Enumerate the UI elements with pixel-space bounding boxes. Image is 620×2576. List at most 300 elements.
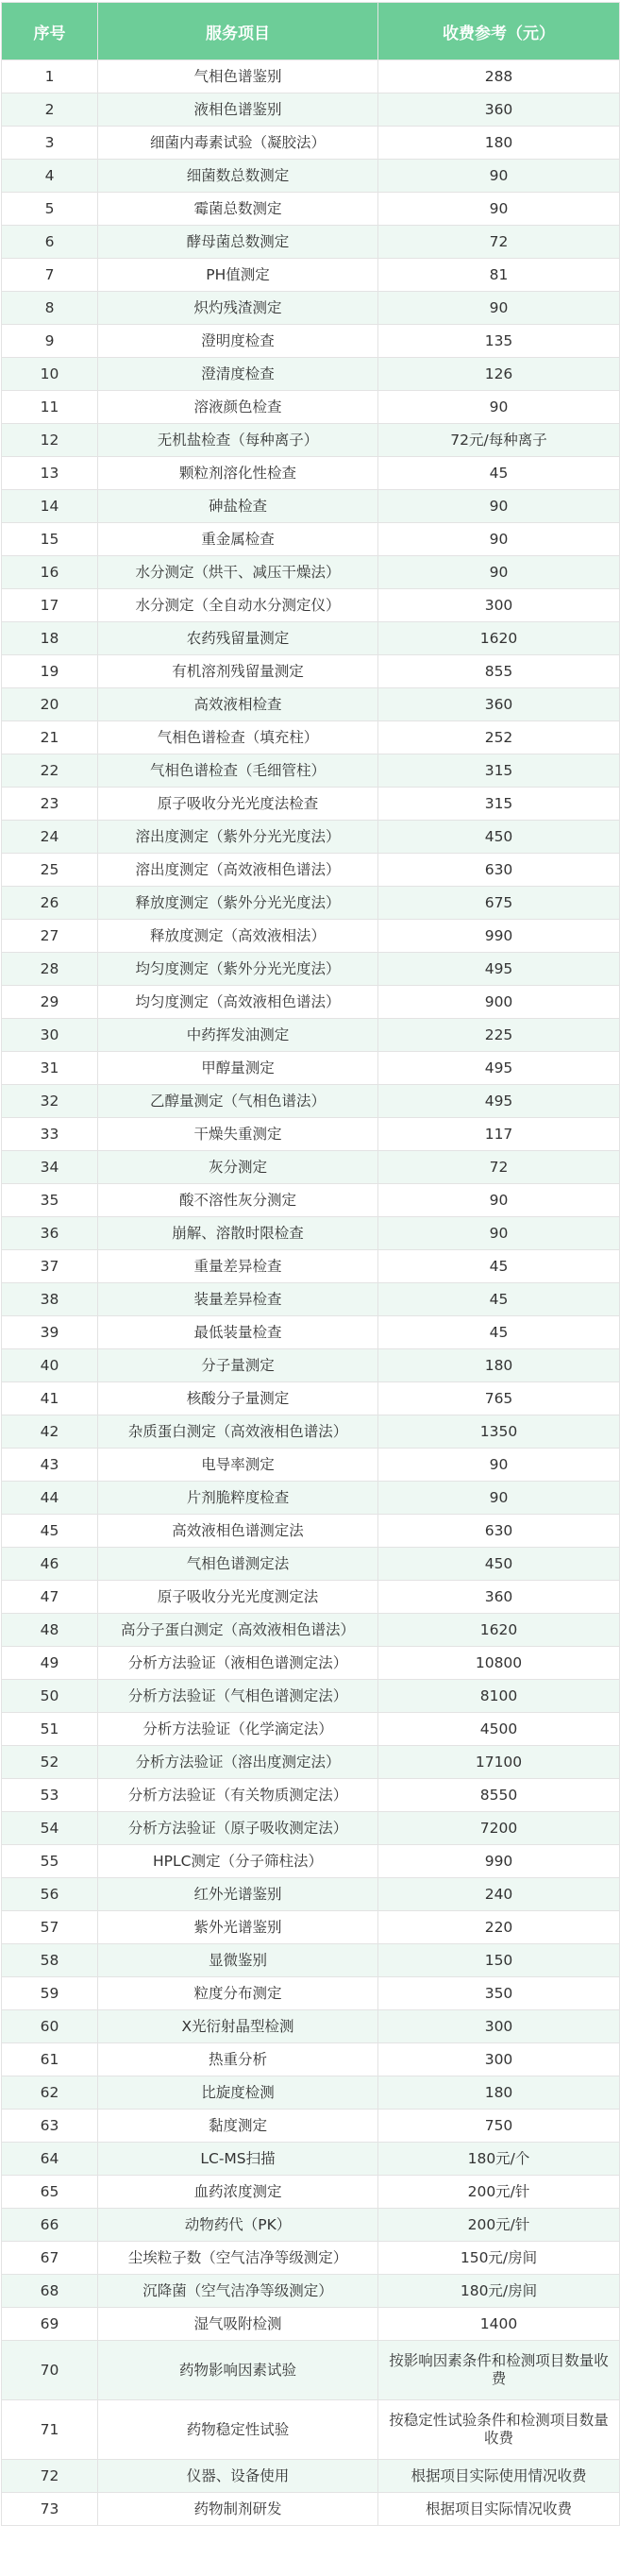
row-fee: 90 bbox=[378, 523, 620, 556]
row-index: 44 bbox=[2, 1482, 98, 1515]
row-service: 湿气吸附检测 bbox=[98, 2308, 378, 2341]
row-index: 29 bbox=[2, 986, 98, 1019]
row-index: 66 bbox=[2, 2209, 98, 2242]
row-fee: 180 bbox=[378, 1349, 620, 1382]
row-index: 28 bbox=[2, 953, 98, 986]
table-body bbox=[2, 60, 620, 2526]
row-index: 62 bbox=[2, 2076, 98, 2110]
row-fee: 81 bbox=[378, 259, 620, 292]
row-fee: 45 bbox=[378, 1316, 620, 1349]
row-index: 43 bbox=[2, 1449, 98, 1482]
row-fee: 117 bbox=[378, 1118, 620, 1151]
table-row bbox=[2, 1878, 620, 1911]
row-service: 气相色谱检查（毛细管柱） bbox=[98, 754, 378, 788]
row-service: 气相色谱鉴别 bbox=[98, 60, 378, 93]
row-index: 32 bbox=[2, 1085, 98, 1118]
table-row bbox=[2, 2076, 620, 2110]
row-fee: 855 bbox=[378, 655, 620, 688]
row-fee: 315 bbox=[378, 754, 620, 788]
table-row bbox=[2, 1019, 620, 1052]
row-fee: 90 bbox=[378, 391, 620, 424]
row-index: 16 bbox=[2, 556, 98, 589]
row-index: 23 bbox=[2, 788, 98, 821]
row-fee: 72 bbox=[378, 226, 620, 259]
row-index: 60 bbox=[2, 2010, 98, 2043]
table-row bbox=[2, 1382, 620, 1415]
row-service: 液相色谱鉴别 bbox=[98, 93, 378, 127]
row-index: 1 bbox=[2, 60, 98, 93]
row-fee: 765 bbox=[378, 1382, 620, 1415]
row-fee: 630 bbox=[378, 1515, 620, 1548]
row-fee: 300 bbox=[378, 2010, 620, 2043]
row-service: 原子吸收分光光度测定法 bbox=[98, 1581, 378, 1614]
row-service: 细菌数总数测定 bbox=[98, 160, 378, 193]
row-index: 19 bbox=[2, 655, 98, 688]
row-fee: 150元/房间 bbox=[378, 2242, 620, 2275]
table-row bbox=[2, 2275, 620, 2308]
row-service: 酵母菌总数测定 bbox=[98, 226, 378, 259]
row-fee: 300 bbox=[378, 2043, 620, 2076]
table-row bbox=[2, 556, 620, 589]
row-index: 46 bbox=[2, 1548, 98, 1581]
row-service: 重金属检查 bbox=[98, 523, 378, 556]
row-service: 分析方法验证（有关物质测定法） bbox=[98, 1779, 378, 1812]
table-row bbox=[2, 490, 620, 523]
row-service: 溶出度测定（高效液相色谱法） bbox=[98, 854, 378, 887]
table-row bbox=[2, 292, 620, 325]
table-row bbox=[2, 1746, 620, 1779]
table-row bbox=[2, 226, 620, 259]
row-fee: 630 bbox=[378, 854, 620, 887]
row-fee: 360 bbox=[378, 1581, 620, 1614]
row-service: 电导率测定 bbox=[98, 1449, 378, 1482]
table-row bbox=[2, 93, 620, 127]
table-row bbox=[2, 1085, 620, 1118]
table-row bbox=[2, 854, 620, 887]
row-service: 杂质蛋白测定（高效液相色谱法） bbox=[98, 1415, 378, 1449]
table-row bbox=[2, 259, 620, 292]
table-row bbox=[2, 2110, 620, 2143]
table-row bbox=[2, 1118, 620, 1151]
row-service: 水分测定（全自动水分测定仪） bbox=[98, 589, 378, 622]
row-fee: 300 bbox=[378, 589, 620, 622]
table-row bbox=[2, 2010, 620, 2043]
table-row bbox=[2, 953, 620, 986]
table-row bbox=[2, 1944, 620, 1977]
row-index: 53 bbox=[2, 1779, 98, 1812]
row-fee: 1400 bbox=[378, 2308, 620, 2341]
row-service: 溶液颜色检查 bbox=[98, 391, 378, 424]
row-index: 10 bbox=[2, 358, 98, 391]
row-service: 溶出度测定（紫外分光光度法） bbox=[98, 821, 378, 854]
row-index: 35 bbox=[2, 1184, 98, 1217]
row-index: 41 bbox=[2, 1382, 98, 1415]
row-index: 26 bbox=[2, 887, 98, 920]
row-service: 分析方法验证（液相色谱测定法） bbox=[98, 1647, 378, 1680]
table-row bbox=[2, 358, 620, 391]
row-index: 18 bbox=[2, 622, 98, 655]
row-index: 68 bbox=[2, 2275, 98, 2308]
row-service: 动物药代（PK） bbox=[98, 2209, 378, 2242]
row-index: 30 bbox=[2, 1019, 98, 1052]
table-row bbox=[2, 127, 620, 160]
row-fee: 150 bbox=[378, 1944, 620, 1977]
table-row bbox=[2, 1680, 620, 1713]
row-index: 37 bbox=[2, 1250, 98, 1283]
row-service: 高效液相色谱测定法 bbox=[98, 1515, 378, 1548]
row-fee: 90 bbox=[378, 292, 620, 325]
table-row bbox=[2, 2209, 620, 2242]
row-index: 14 bbox=[2, 490, 98, 523]
row-index: 64 bbox=[2, 2143, 98, 2176]
table-row bbox=[2, 457, 620, 490]
row-fee: 17100 bbox=[378, 1746, 620, 1779]
table-row bbox=[2, 887, 620, 920]
row-service: HPLC测定（分子筛柱法） bbox=[98, 1845, 378, 1878]
table-row bbox=[2, 2143, 620, 2176]
table-row bbox=[2, 1548, 620, 1581]
row-service: 药物制剂研发 bbox=[98, 2493, 378, 2526]
row-service: 分析方法验证（溶出度测定法） bbox=[98, 1746, 378, 1779]
row-service: 气相色谱测定法 bbox=[98, 1548, 378, 1581]
table-row bbox=[2, 754, 620, 788]
table-row bbox=[2, 2176, 620, 2209]
table-header bbox=[2, 3, 620, 60]
header-fee: 收费参考（元） bbox=[378, 3, 620, 60]
row-fee: 350 bbox=[378, 1977, 620, 2010]
row-service: 重量差异检查 bbox=[98, 1250, 378, 1283]
row-fee: 135 bbox=[378, 325, 620, 358]
row-service: 紫外光谱鉴别 bbox=[98, 1911, 378, 1944]
row-service: 澄明度检查 bbox=[98, 325, 378, 358]
row-service: 装量差异检查 bbox=[98, 1283, 378, 1316]
table-row bbox=[2, 2242, 620, 2275]
row-fee: 252 bbox=[378, 721, 620, 754]
row-fee: 900 bbox=[378, 986, 620, 1019]
row-service: 释放度测定（高效液相法） bbox=[98, 920, 378, 953]
row-service: 细菌内毒素试验（凝胶法） bbox=[98, 127, 378, 160]
table-row bbox=[2, 1250, 620, 1283]
table-row bbox=[2, 1217, 620, 1250]
row-service: 片剂脆粹度检查 bbox=[98, 1482, 378, 1515]
table-row bbox=[2, 1482, 620, 1515]
row-fee: 288 bbox=[378, 60, 620, 93]
row-fee: 495 bbox=[378, 1085, 620, 1118]
row-fee: 72 bbox=[378, 1151, 620, 1184]
row-index: 6 bbox=[2, 226, 98, 259]
table-row bbox=[2, 325, 620, 358]
row-fee: 360 bbox=[378, 688, 620, 721]
row-index: 9 bbox=[2, 325, 98, 358]
row-index: 54 bbox=[2, 1812, 98, 1845]
row-index: 11 bbox=[2, 391, 98, 424]
header-row bbox=[2, 3, 620, 60]
row-index: 63 bbox=[2, 2110, 98, 2143]
row-service: 澄清度检查 bbox=[98, 358, 378, 391]
row-fee: 8100 bbox=[378, 1680, 620, 1713]
table-row bbox=[2, 1713, 620, 1746]
row-fee: 45 bbox=[378, 1250, 620, 1283]
row-index: 51 bbox=[2, 1713, 98, 1746]
table-row bbox=[2, 821, 620, 854]
table-row bbox=[2, 655, 620, 688]
row-fee: 72元/每种离子 bbox=[378, 424, 620, 457]
row-index: 58 bbox=[2, 1944, 98, 1977]
row-service: 比旋度检测 bbox=[98, 2076, 378, 2110]
row-service: 崩解、溶散时限检查 bbox=[98, 1217, 378, 1250]
row-index: 31 bbox=[2, 1052, 98, 1085]
row-fee: 45 bbox=[378, 457, 620, 490]
table-row bbox=[2, 1449, 620, 1482]
row-fee: 180元/个 bbox=[378, 2143, 620, 2176]
row-service: 高分子蛋白测定（高效液相色谱法） bbox=[98, 1614, 378, 1647]
row-fee: 1350 bbox=[378, 1415, 620, 1449]
table-row bbox=[2, 2400, 620, 2460]
row-index: 4 bbox=[2, 160, 98, 193]
row-fee: 90 bbox=[378, 1482, 620, 1515]
table-row bbox=[2, 1911, 620, 1944]
row-fee: 90 bbox=[378, 1449, 620, 1482]
table-row bbox=[2, 1283, 620, 1316]
row-index: 7 bbox=[2, 259, 98, 292]
row-index: 13 bbox=[2, 457, 98, 490]
table-row bbox=[2, 688, 620, 721]
row-fee: 按稳定性试验条件和检测项目数量收费 bbox=[378, 2400, 620, 2460]
table-row bbox=[2, 920, 620, 953]
row-index: 15 bbox=[2, 523, 98, 556]
table-row bbox=[2, 2308, 620, 2341]
row-service: 尘埃粒子数（空气洁净等级测定） bbox=[98, 2242, 378, 2275]
row-index: 25 bbox=[2, 854, 98, 887]
table-row bbox=[2, 1779, 620, 1812]
table-row bbox=[2, 622, 620, 655]
row-fee: 675 bbox=[378, 887, 620, 920]
table-row bbox=[2, 2460, 620, 2493]
row-index: 38 bbox=[2, 1283, 98, 1316]
table-row bbox=[2, 523, 620, 556]
row-index: 20 bbox=[2, 688, 98, 721]
row-index: 42 bbox=[2, 1415, 98, 1449]
row-fee: 450 bbox=[378, 1548, 620, 1581]
table-row bbox=[2, 1316, 620, 1349]
table-row bbox=[2, 2043, 620, 2076]
row-fee: 200元/针 bbox=[378, 2209, 620, 2242]
row-service: 砷盐检查 bbox=[98, 490, 378, 523]
row-service: 有机溶剂残留量测定 bbox=[98, 655, 378, 688]
row-service: 中药挥发油测定 bbox=[98, 1019, 378, 1052]
row-fee: 220 bbox=[378, 1911, 620, 1944]
row-fee: 90 bbox=[378, 193, 620, 226]
row-index: 27 bbox=[2, 920, 98, 953]
row-fee: 180 bbox=[378, 2076, 620, 2110]
row-index: 69 bbox=[2, 2308, 98, 2341]
row-fee: 225 bbox=[378, 1019, 620, 1052]
row-service: 热重分析 bbox=[98, 2043, 378, 2076]
row-index: 55 bbox=[2, 1845, 98, 1878]
row-service: 颗粒剂溶化性检查 bbox=[98, 457, 378, 490]
row-service: X光衍射晶型检测 bbox=[98, 2010, 378, 2043]
row-index: 21 bbox=[2, 721, 98, 754]
price-table-container bbox=[1, 0, 619, 2526]
table-row bbox=[2, 1647, 620, 1680]
row-index: 49 bbox=[2, 1647, 98, 1680]
row-index: 48 bbox=[2, 1614, 98, 1647]
row-service: 霉菌总数测定 bbox=[98, 193, 378, 226]
table-row bbox=[2, 2341, 620, 2400]
table-row bbox=[2, 391, 620, 424]
table-row bbox=[2, 1845, 620, 1878]
row-fee: 根据项目实际情况收费 bbox=[378, 2493, 620, 2526]
row-fee: 495 bbox=[378, 1052, 620, 1085]
header-service: 服务项目 bbox=[98, 3, 378, 60]
row-index: 36 bbox=[2, 1217, 98, 1250]
row-fee: 按影响因素条件和检测项目数量收费 bbox=[378, 2341, 620, 2400]
row-fee: 90 bbox=[378, 556, 620, 589]
row-fee: 8550 bbox=[378, 1779, 620, 1812]
row-service: 均匀度测定（紫外分光光度法） bbox=[98, 953, 378, 986]
row-service: 分析方法验证（原子吸收测定法） bbox=[98, 1812, 378, 1845]
row-index: 67 bbox=[2, 2242, 98, 2275]
row-service: 仪器、设备使用 bbox=[98, 2460, 378, 2493]
row-service: 干燥失重测定 bbox=[98, 1118, 378, 1151]
table-row bbox=[2, 986, 620, 1019]
row-index: 70 bbox=[2, 2341, 98, 2400]
row-service: 药物影响因素试验 bbox=[98, 2341, 378, 2400]
row-index: 40 bbox=[2, 1349, 98, 1382]
row-fee: 根据项目实际使用情况收费 bbox=[378, 2460, 620, 2493]
row-service: 释放度测定（紫外分光光度法） bbox=[98, 887, 378, 920]
row-service: 最低装量检查 bbox=[98, 1316, 378, 1349]
row-index: 50 bbox=[2, 1680, 98, 1713]
row-service: 炽灼残渣测定 bbox=[98, 292, 378, 325]
row-service: PH值测定 bbox=[98, 259, 378, 292]
row-fee: 200元/针 bbox=[378, 2176, 620, 2209]
row-fee: 750 bbox=[378, 2110, 620, 2143]
table-row bbox=[2, 1349, 620, 1382]
row-fee: 450 bbox=[378, 821, 620, 854]
row-service: 酸不溶性灰分测定 bbox=[98, 1184, 378, 1217]
table-row bbox=[2, 1415, 620, 1449]
row-index: 33 bbox=[2, 1118, 98, 1151]
row-fee: 240 bbox=[378, 1878, 620, 1911]
table-row bbox=[2, 1184, 620, 1217]
row-fee: 45 bbox=[378, 1283, 620, 1316]
row-fee: 126 bbox=[378, 358, 620, 391]
table-row bbox=[2, 1151, 620, 1184]
table-row bbox=[2, 1977, 620, 2010]
row-service: 乙醇量测定（气相色谱法） bbox=[98, 1085, 378, 1118]
table-row bbox=[2, 1052, 620, 1085]
row-service: 分析方法验证（气相色谱测定法） bbox=[98, 1680, 378, 1713]
table-row bbox=[2, 60, 620, 93]
row-index: 17 bbox=[2, 589, 98, 622]
table-row bbox=[2, 1515, 620, 1548]
row-fee: 90 bbox=[378, 160, 620, 193]
row-index: 22 bbox=[2, 754, 98, 788]
row-index: 59 bbox=[2, 1977, 98, 2010]
row-service: 黏度测定 bbox=[98, 2110, 378, 2143]
table-row bbox=[2, 2493, 620, 2526]
row-fee: 90 bbox=[378, 1217, 620, 1250]
row-service: 显微鉴别 bbox=[98, 1944, 378, 1977]
row-fee: 495 bbox=[378, 953, 620, 986]
row-index: 34 bbox=[2, 1151, 98, 1184]
row-index: 3 bbox=[2, 127, 98, 160]
row-service: 无机盐检查（每种离子） bbox=[98, 424, 378, 457]
table-row bbox=[2, 788, 620, 821]
table-row bbox=[2, 721, 620, 754]
row-fee: 180元/房间 bbox=[378, 2275, 620, 2308]
table-row bbox=[2, 160, 620, 193]
row-index: 47 bbox=[2, 1581, 98, 1614]
row-service: 均匀度测定（高效液相色谱法） bbox=[98, 986, 378, 1019]
table-row bbox=[2, 1812, 620, 1845]
row-index: 12 bbox=[2, 424, 98, 457]
row-service: 高效液相检查 bbox=[98, 688, 378, 721]
row-index: 57 bbox=[2, 1911, 98, 1944]
row-fee: 90 bbox=[378, 1184, 620, 1217]
row-index: 56 bbox=[2, 1878, 98, 1911]
table-row bbox=[2, 1581, 620, 1614]
row-index: 65 bbox=[2, 2176, 98, 2209]
row-service: 农药残留量测定 bbox=[98, 622, 378, 655]
row-index: 61 bbox=[2, 2043, 98, 2076]
row-service: 粒度分布测定 bbox=[98, 1977, 378, 2010]
row-fee: 990 bbox=[378, 1845, 620, 1878]
row-index: 45 bbox=[2, 1515, 98, 1548]
row-service: 血药浓度测定 bbox=[98, 2176, 378, 2209]
row-fee: 180 bbox=[378, 127, 620, 160]
row-index: 2 bbox=[2, 93, 98, 127]
row-service: 灰分测定 bbox=[98, 1151, 378, 1184]
row-service: 核酸分子量测定 bbox=[98, 1382, 378, 1415]
row-index: 72 bbox=[2, 2460, 98, 2493]
table-row bbox=[2, 1614, 620, 1647]
row-service: 分析方法验证（化学滴定法） bbox=[98, 1713, 378, 1746]
row-index: 71 bbox=[2, 2400, 98, 2460]
row-index: 5 bbox=[2, 193, 98, 226]
row-index: 39 bbox=[2, 1316, 98, 1349]
row-service: 原子吸收分光光度法检查 bbox=[98, 788, 378, 821]
row-service: 水分测定（烘干、减压干燥法） bbox=[98, 556, 378, 589]
row-index: 73 bbox=[2, 2493, 98, 2526]
row-fee: 360 bbox=[378, 93, 620, 127]
table-row bbox=[2, 193, 620, 226]
header-index: 序号 bbox=[2, 3, 98, 60]
row-index: 52 bbox=[2, 1746, 98, 1779]
row-service: 甲醇量测定 bbox=[98, 1052, 378, 1085]
row-index: 8 bbox=[2, 292, 98, 325]
row-service: 药物稳定性试验 bbox=[98, 2400, 378, 2460]
row-fee: 1620 bbox=[378, 622, 620, 655]
row-fee: 90 bbox=[378, 490, 620, 523]
row-fee: 315 bbox=[378, 788, 620, 821]
service-price-table bbox=[1, 2, 620, 2526]
row-index: 24 bbox=[2, 821, 98, 854]
row-service: LC-MS扫描 bbox=[98, 2143, 378, 2176]
row-fee: 10800 bbox=[378, 1647, 620, 1680]
table-row bbox=[2, 424, 620, 457]
row-fee: 990 bbox=[378, 920, 620, 953]
row-fee: 1620 bbox=[378, 1614, 620, 1647]
row-service: 分子量测定 bbox=[98, 1349, 378, 1382]
table-row bbox=[2, 589, 620, 622]
row-fee: 7200 bbox=[378, 1812, 620, 1845]
row-service: 沉降菌（空气洁净等级测定） bbox=[98, 2275, 378, 2308]
row-service: 气相色谱检查（填充柱） bbox=[98, 721, 378, 754]
row-service: 红外光谱鉴别 bbox=[98, 1878, 378, 1911]
row-fee: 4500 bbox=[378, 1713, 620, 1746]
